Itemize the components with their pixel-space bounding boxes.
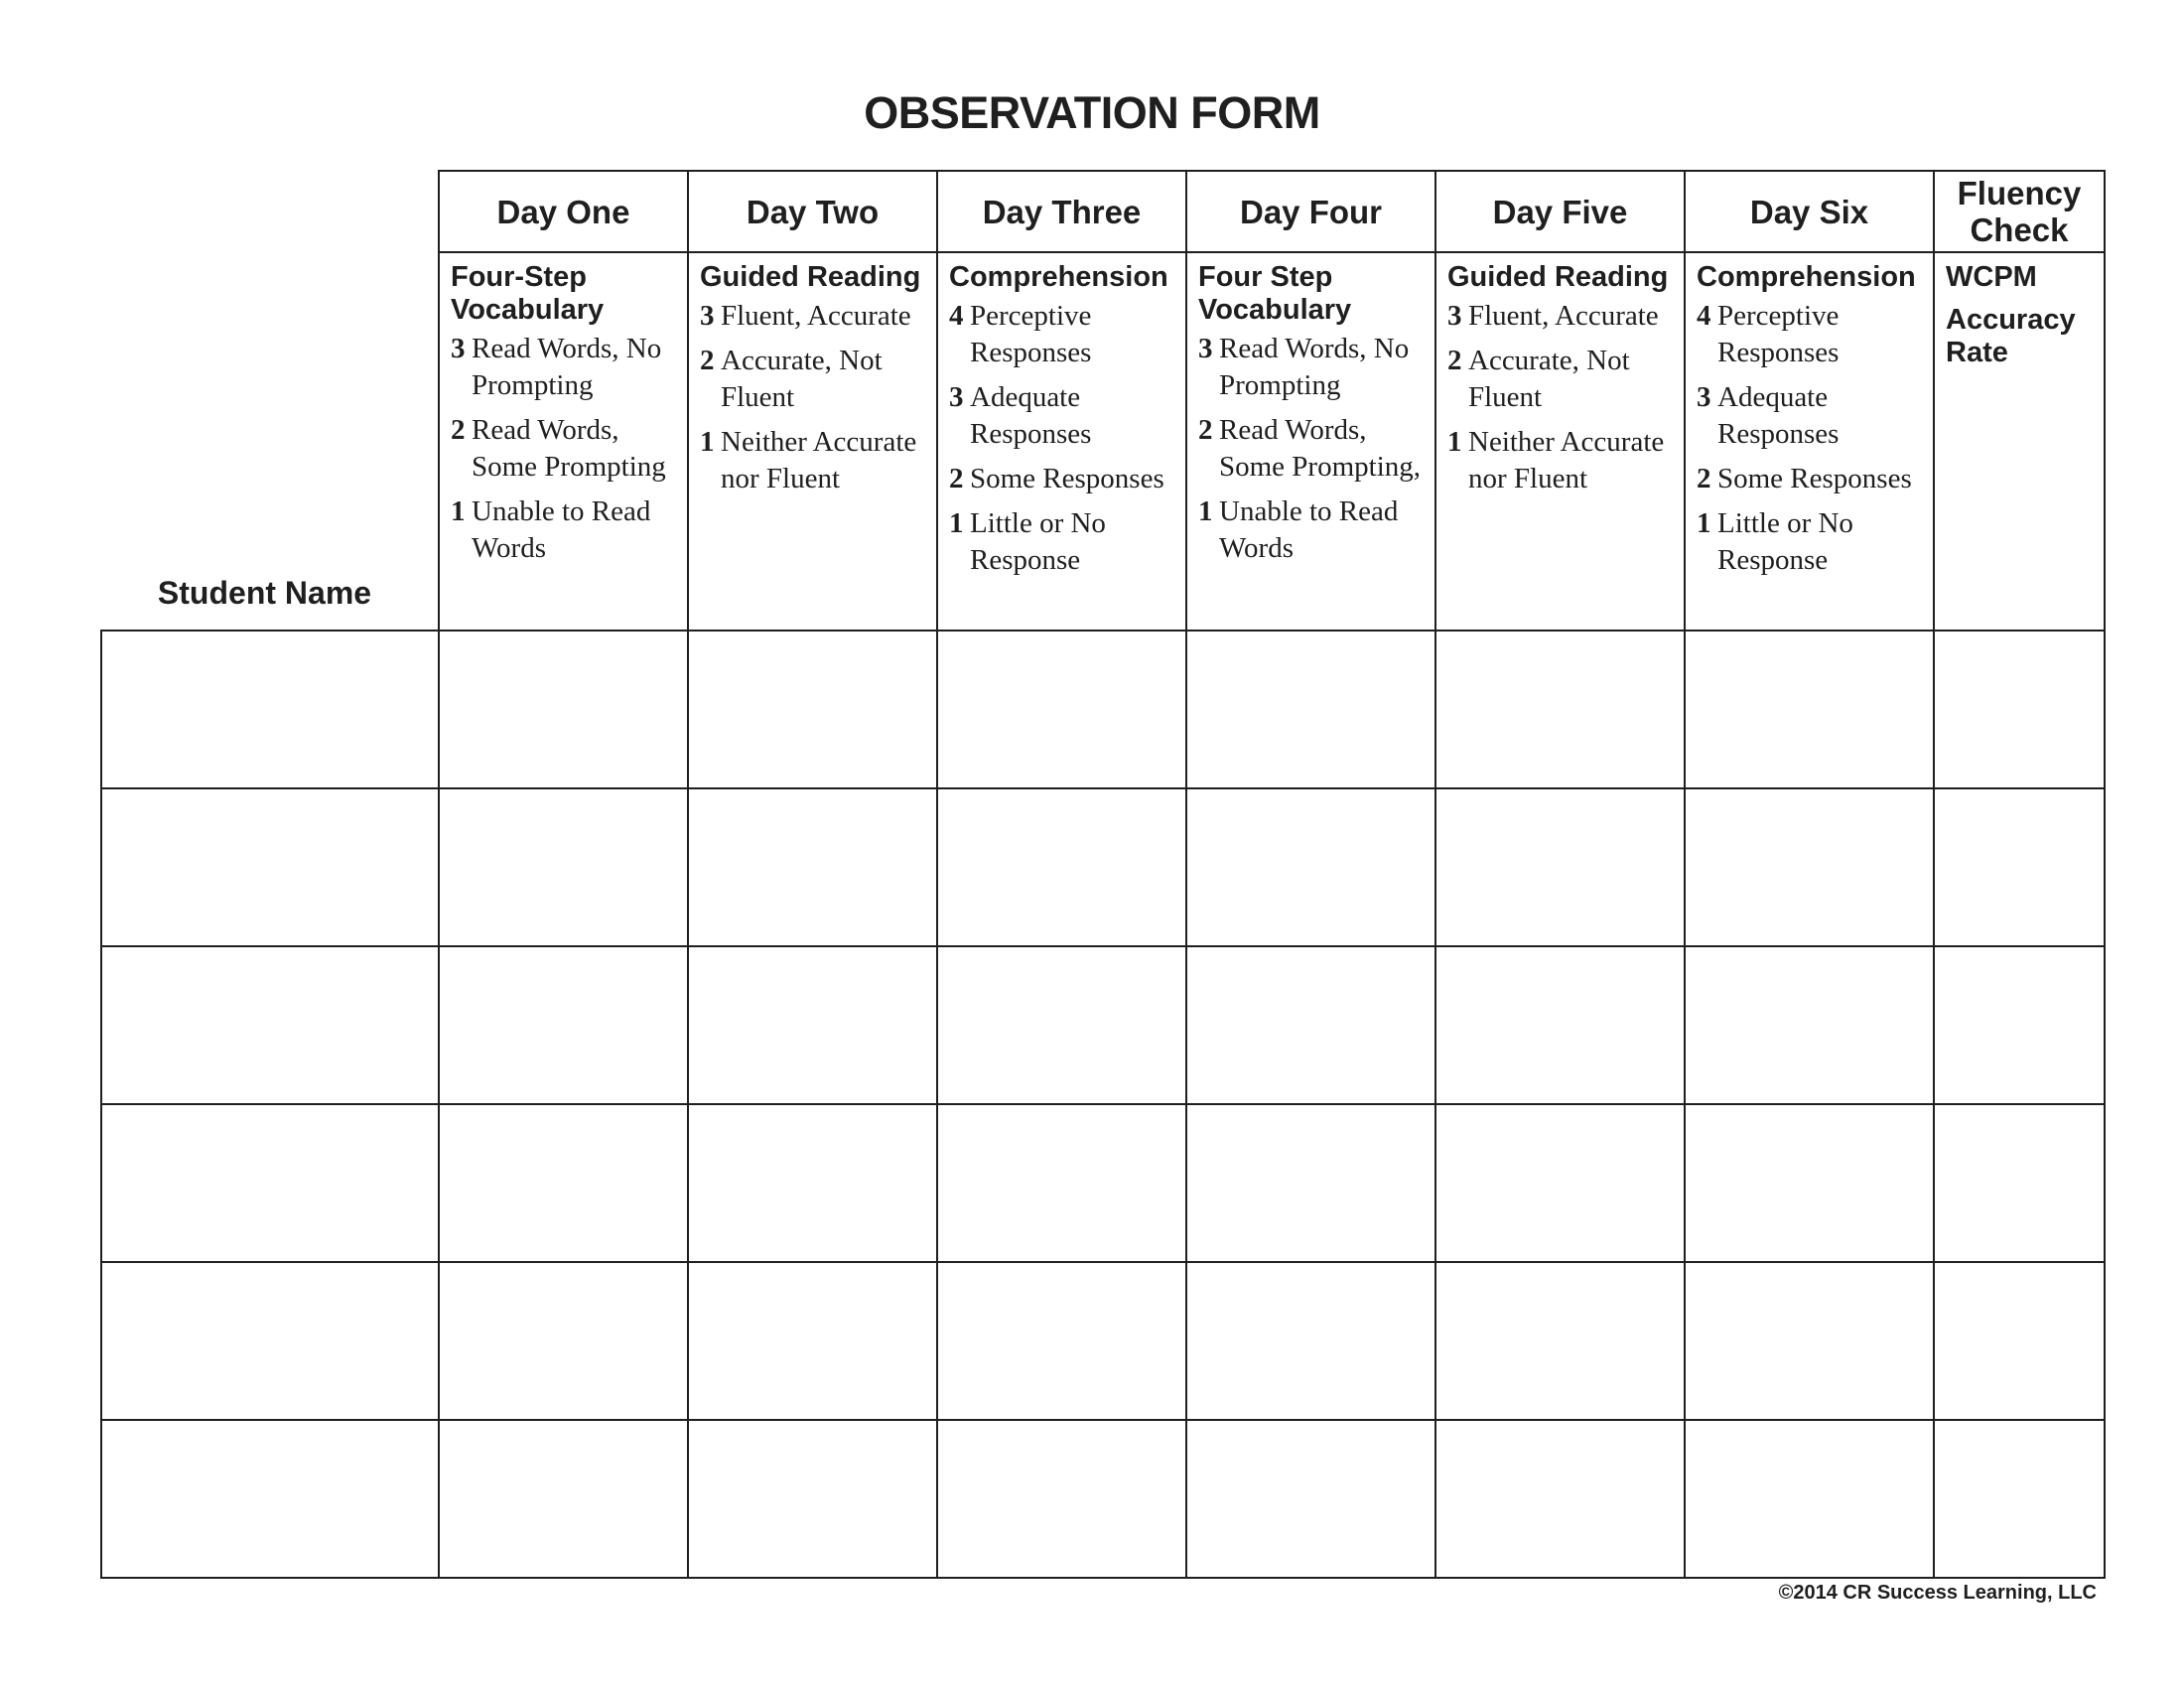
rubric-score: 1 — [451, 495, 466, 527]
rubric-description: Some Responses — [970, 463, 1164, 494]
rubric-score: 2 — [1697, 463, 1711, 494]
observation-table — [100, 170, 2106, 1579]
student-name-cell[interactable] — [101, 788, 439, 946]
rubric-level — [1697, 461, 1923, 497]
rubric-score: 3 — [949, 381, 964, 413]
rubric-score: 3 — [1447, 300, 1462, 332]
day-two-entry-cell[interactable] — [688, 1262, 937, 1420]
form-title: OBSERVATION FORM — [864, 87, 1320, 138]
day-six-entry-cell[interactable] — [1685, 788, 1934, 946]
day-four-header: Day Four — [1186, 171, 1435, 252]
rubric-score: 2 — [700, 345, 715, 376]
day-two-entry-cell[interactable] — [688, 631, 937, 788]
rubric-level — [1697, 298, 1923, 371]
fluency-check-entry-cell[interactable] — [1934, 631, 2105, 788]
day-two-entry-cell[interactable] — [688, 946, 937, 1104]
rubric-score: 1 — [1198, 495, 1213, 527]
day-three-entry-cell[interactable] — [937, 631, 1186, 788]
rubric-score: 4 — [949, 300, 964, 332]
rubric-level — [1447, 343, 1674, 416]
rubric-score: 1 — [700, 426, 715, 458]
criteria-title: Comprehension — [949, 261, 1168, 293]
rubric-description: Adequate Responses — [970, 381, 1092, 450]
rubric-score: 2 — [1447, 345, 1462, 376]
criteria-title: Comprehension — [1697, 261, 1916, 293]
rubric-level — [949, 298, 1175, 371]
criteria-title: Guided Reading — [700, 261, 921, 293]
day-one-entry-cell[interactable] — [439, 631, 688, 788]
rubric-level — [949, 379, 1175, 453]
rubric-score: 1 — [1697, 507, 1711, 539]
fluency-check-entry-cell[interactable] — [1934, 788, 2105, 946]
day-header-row — [101, 171, 2105, 252]
rubric-description: Perceptive Responses — [970, 300, 1092, 368]
rubric-level — [451, 412, 677, 486]
student-name-cell[interactable] — [101, 946, 439, 1104]
rubric-level — [700, 424, 926, 497]
criteria-title: Four-Step Vocabulary — [451, 261, 605, 326]
day-four-entry-cell[interactable] — [1186, 1420, 1435, 1578]
student-row — [101, 631, 2105, 788]
day-four-criteria-cell — [1186, 252, 1435, 631]
rubric-score: 1 — [1447, 426, 1462, 458]
rubric-score: 3 — [1697, 381, 1711, 413]
fluency-check-entry-cell[interactable] — [1934, 1262, 2105, 1420]
day-four-entry-cell[interactable] — [1186, 1104, 1435, 1262]
rubric-level — [949, 461, 1175, 497]
day-three-entry-cell[interactable] — [937, 1104, 1186, 1262]
rubric-description: Perceptive Responses — [1717, 300, 1840, 368]
rubric-description: Read Words, Some Prompting — [472, 414, 666, 483]
accuracy-rate-label: Accuracy Rate — [1946, 304, 2076, 368]
rubric-score: 1 — [949, 507, 964, 539]
student-name-label: Student Name — [157, 575, 372, 611]
day-five-criteria-cell — [1435, 252, 1685, 631]
day-six-entry-cell[interactable] — [1685, 1262, 1934, 1420]
rubric-level — [1198, 493, 1425, 567]
rubric-score: 2 — [1198, 414, 1213, 446]
rubric-score: 3 — [1198, 333, 1213, 364]
day-three-header: Day Three — [937, 171, 1186, 252]
rubric-level — [451, 331, 677, 404]
day-six-entry-cell[interactable] — [1685, 631, 1934, 788]
rubric-level — [451, 493, 677, 567]
day-four-entry-cell[interactable] — [1186, 631, 1435, 788]
rubric-description: Unable to Read Words — [472, 495, 651, 564]
fluency-check-entry-cell[interactable] — [1934, 1104, 2105, 1262]
fluency-check-header: Fluency Check — [1934, 171, 2105, 252]
rubric-level — [700, 298, 926, 335]
rubric-score: 3 — [451, 333, 466, 364]
day-two-entry-cell[interactable] — [688, 788, 937, 946]
day-five-entry-cell[interactable] — [1435, 1104, 1685, 1262]
rubric-description: Neither Accurate nor Fluent — [1468, 426, 1665, 494]
student-name-cell[interactable] — [101, 631, 439, 788]
student-name-cell[interactable] — [101, 1262, 439, 1420]
student-name-header-cell — [101, 171, 439, 631]
student-name-cell[interactable] — [101, 1420, 439, 1578]
rubric-score: 2 — [451, 414, 466, 446]
criteria-title: Four Step Vocabulary — [1198, 261, 1352, 326]
day-six-entry-cell[interactable] — [1685, 946, 1934, 1104]
rubric-description: Fluent, Accurate — [1468, 300, 1659, 332]
rubric-description: Read Words, No Prompting — [1219, 333, 1410, 401]
rubric-level — [1697, 379, 1923, 453]
day-six-header: Day Six — [1685, 171, 1934, 252]
wcpm-label: WCPM — [1946, 261, 2037, 293]
rubric-description: Read Words, No Prompting — [472, 333, 662, 401]
rubric-description: Little or No Response — [1717, 507, 1853, 576]
rubric-description: Accurate, Not Fluent — [1468, 345, 1630, 413]
day-one-entry-cell[interactable] — [439, 1104, 688, 1262]
rubric-description: Little or No Response — [970, 507, 1106, 576]
day-three-entry-cell[interactable] — [937, 788, 1186, 946]
criteria-title: Guided Reading — [1447, 261, 1669, 293]
rubric-level — [1198, 331, 1425, 404]
rubric-description: Read Words, Some Prompting, — [1219, 414, 1422, 483]
day-six-criteria-cell — [1685, 252, 1934, 631]
rubric-level — [1447, 424, 1674, 497]
rubric-description: Fluent, Accurate — [721, 300, 911, 332]
rubric-description: Some Responses — [1717, 463, 1912, 494]
rubric-level — [700, 343, 926, 416]
day-three-entry-cell[interactable] — [937, 1262, 1186, 1420]
student-row — [101, 788, 2105, 946]
fluency-check-entry-cell[interactable] — [1934, 1420, 2105, 1578]
day-five-entry-cell[interactable] — [1435, 946, 1685, 1104]
student-name-cell[interactable] — [101, 1104, 439, 1262]
fluency-check-entry-cell[interactable] — [1934, 946, 2105, 1104]
day-one-entry-cell[interactable] — [439, 1420, 688, 1578]
day-one-header: Day One — [439, 171, 688, 252]
rubric-level — [1447, 298, 1674, 335]
rubric-level — [1198, 412, 1425, 486]
day-five-entry-cell[interactable] — [1435, 1262, 1685, 1420]
day-four-entry-cell[interactable] — [1186, 946, 1435, 1104]
day-six-entry-cell[interactable] — [1685, 1104, 1934, 1262]
day-one-criteria-cell — [439, 252, 688, 631]
day-one-entry-cell[interactable] — [439, 946, 688, 1104]
copyright-notice: ©2014 CR Success Learning, LLC — [1778, 1582, 2097, 1604]
student-row — [101, 1420, 2105, 1578]
rubric-description: Unable to Read Words — [1219, 495, 1399, 564]
day-three-entry-cell[interactable] — [937, 1420, 1186, 1578]
day-one-entry-cell[interactable] — [439, 788, 688, 946]
day-two-header: Day Two — [688, 171, 937, 252]
rubric-score: 3 — [700, 300, 715, 332]
fluency-criteria-cell — [1934, 252, 2105, 631]
student-row — [101, 1262, 2105, 1420]
rubric-level — [949, 505, 1175, 579]
student-row — [101, 1104, 2105, 1262]
day-one-entry-cell[interactable] — [439, 1262, 688, 1420]
day-five-entry-cell[interactable] — [1435, 788, 1685, 946]
rubric-score: 4 — [1697, 300, 1711, 332]
rubric-description: Neither Accurate nor Fluent — [721, 426, 917, 494]
student-row — [101, 946, 2105, 1104]
day-two-entry-cell[interactable] — [688, 1104, 937, 1262]
day-five-header: Day Five — [1435, 171, 1685, 252]
rubric-level — [1697, 505, 1923, 579]
day-three-criteria-cell — [937, 252, 1186, 631]
day-five-entry-cell[interactable] — [1435, 1420, 1685, 1578]
rubric-description: Adequate Responses — [1717, 381, 1840, 450]
day-two-criteria-cell — [688, 252, 937, 631]
rubric-score: 2 — [949, 463, 964, 494]
day-six-entry-cell[interactable] — [1685, 1420, 1934, 1578]
day-two-entry-cell[interactable] — [688, 1420, 937, 1578]
rubric-description: Accurate, Not Fluent — [721, 345, 883, 413]
day-four-entry-cell[interactable] — [1186, 788, 1435, 946]
day-three-entry-cell[interactable] — [937, 946, 1186, 1104]
day-five-entry-cell[interactable] — [1435, 631, 1685, 788]
day-four-entry-cell[interactable] — [1186, 1262, 1435, 1420]
